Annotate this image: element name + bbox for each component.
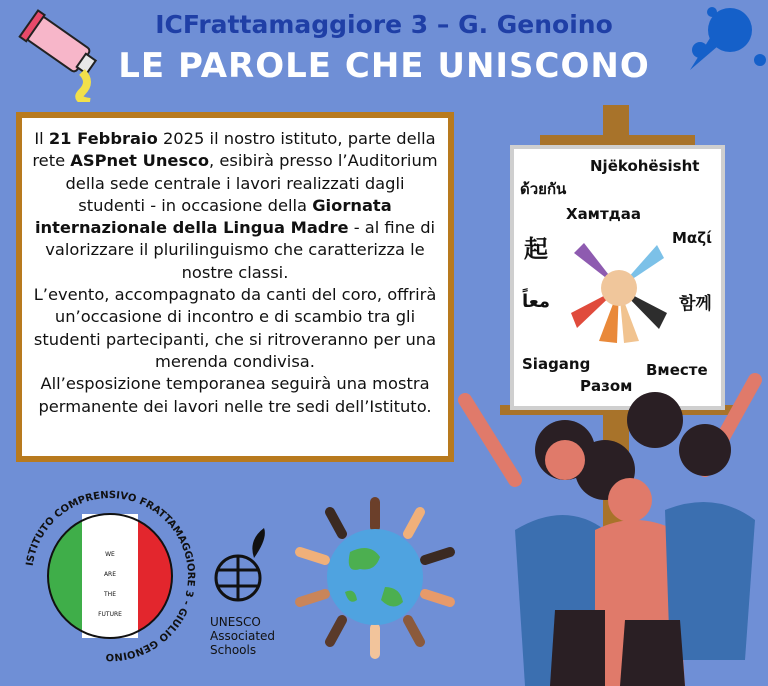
text-fragment: 2025 il nostro istituto, parte della rete <box>32 129 436 171</box>
children-crowd-icon <box>455 360 768 686</box>
word-mongolian: Хамтдаа <box>566 205 641 223</box>
word-greek: Μαζί <box>672 229 712 247</box>
school-logo-ring-text: ISTITUTO COMPRENSIVO FRATTAMAGGIORE 3 - GIULIO GENOINO <box>24 489 197 663</box>
text-fragment: Il <box>34 129 49 148</box>
paragraph-event: L’evento, accompagnato da canti del coro, offrirà un’occasione di incontro e di scambio tra gli studenti partecipanti, che si ritroveranno per una merenda condivisa. <box>33 285 437 371</box>
word-albanian: Njëkohësisht <box>590 157 700 175</box>
word-siagang: Siagang <box>522 355 591 373</box>
word-russian: Вместе <box>646 361 708 379</box>
event-date: 21 Febbraio <box>48 129 158 148</box>
event-occasion: Giornata internazionale della Lingua Madre <box>34 195 392 238</box>
unesco-caption <box>210 615 275 657</box>
unesco-line-2: Associated <box>210 629 276 643</box>
logo-word-are: ARE <box>103 571 117 578</box>
unesco-line-3: Schools <box>210 643 257 657</box>
hands-together-icon <box>569 233 669 343</box>
word-chinese: 起 <box>524 235 548 263</box>
network-name: ASPnet Unesco <box>70 151 210 171</box>
logo-word-the: THE <box>104 591 116 598</box>
globe-hands-icon <box>290 492 460 662</box>
event-description <box>16 112 454 462</box>
word-korean: 함께 <box>679 294 712 314</box>
page-title: LE PAROLE CHE UNISCONO <box>118 46 650 86</box>
logo-word-we: WE <box>105 551 115 558</box>
word-ukrainian: Разом <box>580 377 633 395</box>
unesco-line-1: UNESCO <box>210 615 261 629</box>
text-fragment: - al fine di valorizzare il plurilinguismo che caratterizza le nostre classi. <box>45 218 436 282</box>
word-arabic: معاً <box>522 291 551 312</box>
logo-word-future: FUTURE <box>98 611 122 618</box>
text-fragment: , esibirà presso l’Auditorium della sede centrale i lavori realizzati dagli studenti - in occasione della <box>65 151 438 215</box>
school-logo <box>20 486 200 666</box>
school-name: ICFrattamaggiore 3 – G. Genoino <box>155 10 613 39</box>
word-thai: ด้วยกัน <box>520 180 567 198</box>
paragraph-exhibition: All’esposizione temporanea seguirà una mostra permanente dei lavori nelle tre sedi dell’Istituto. <box>38 374 432 416</box>
